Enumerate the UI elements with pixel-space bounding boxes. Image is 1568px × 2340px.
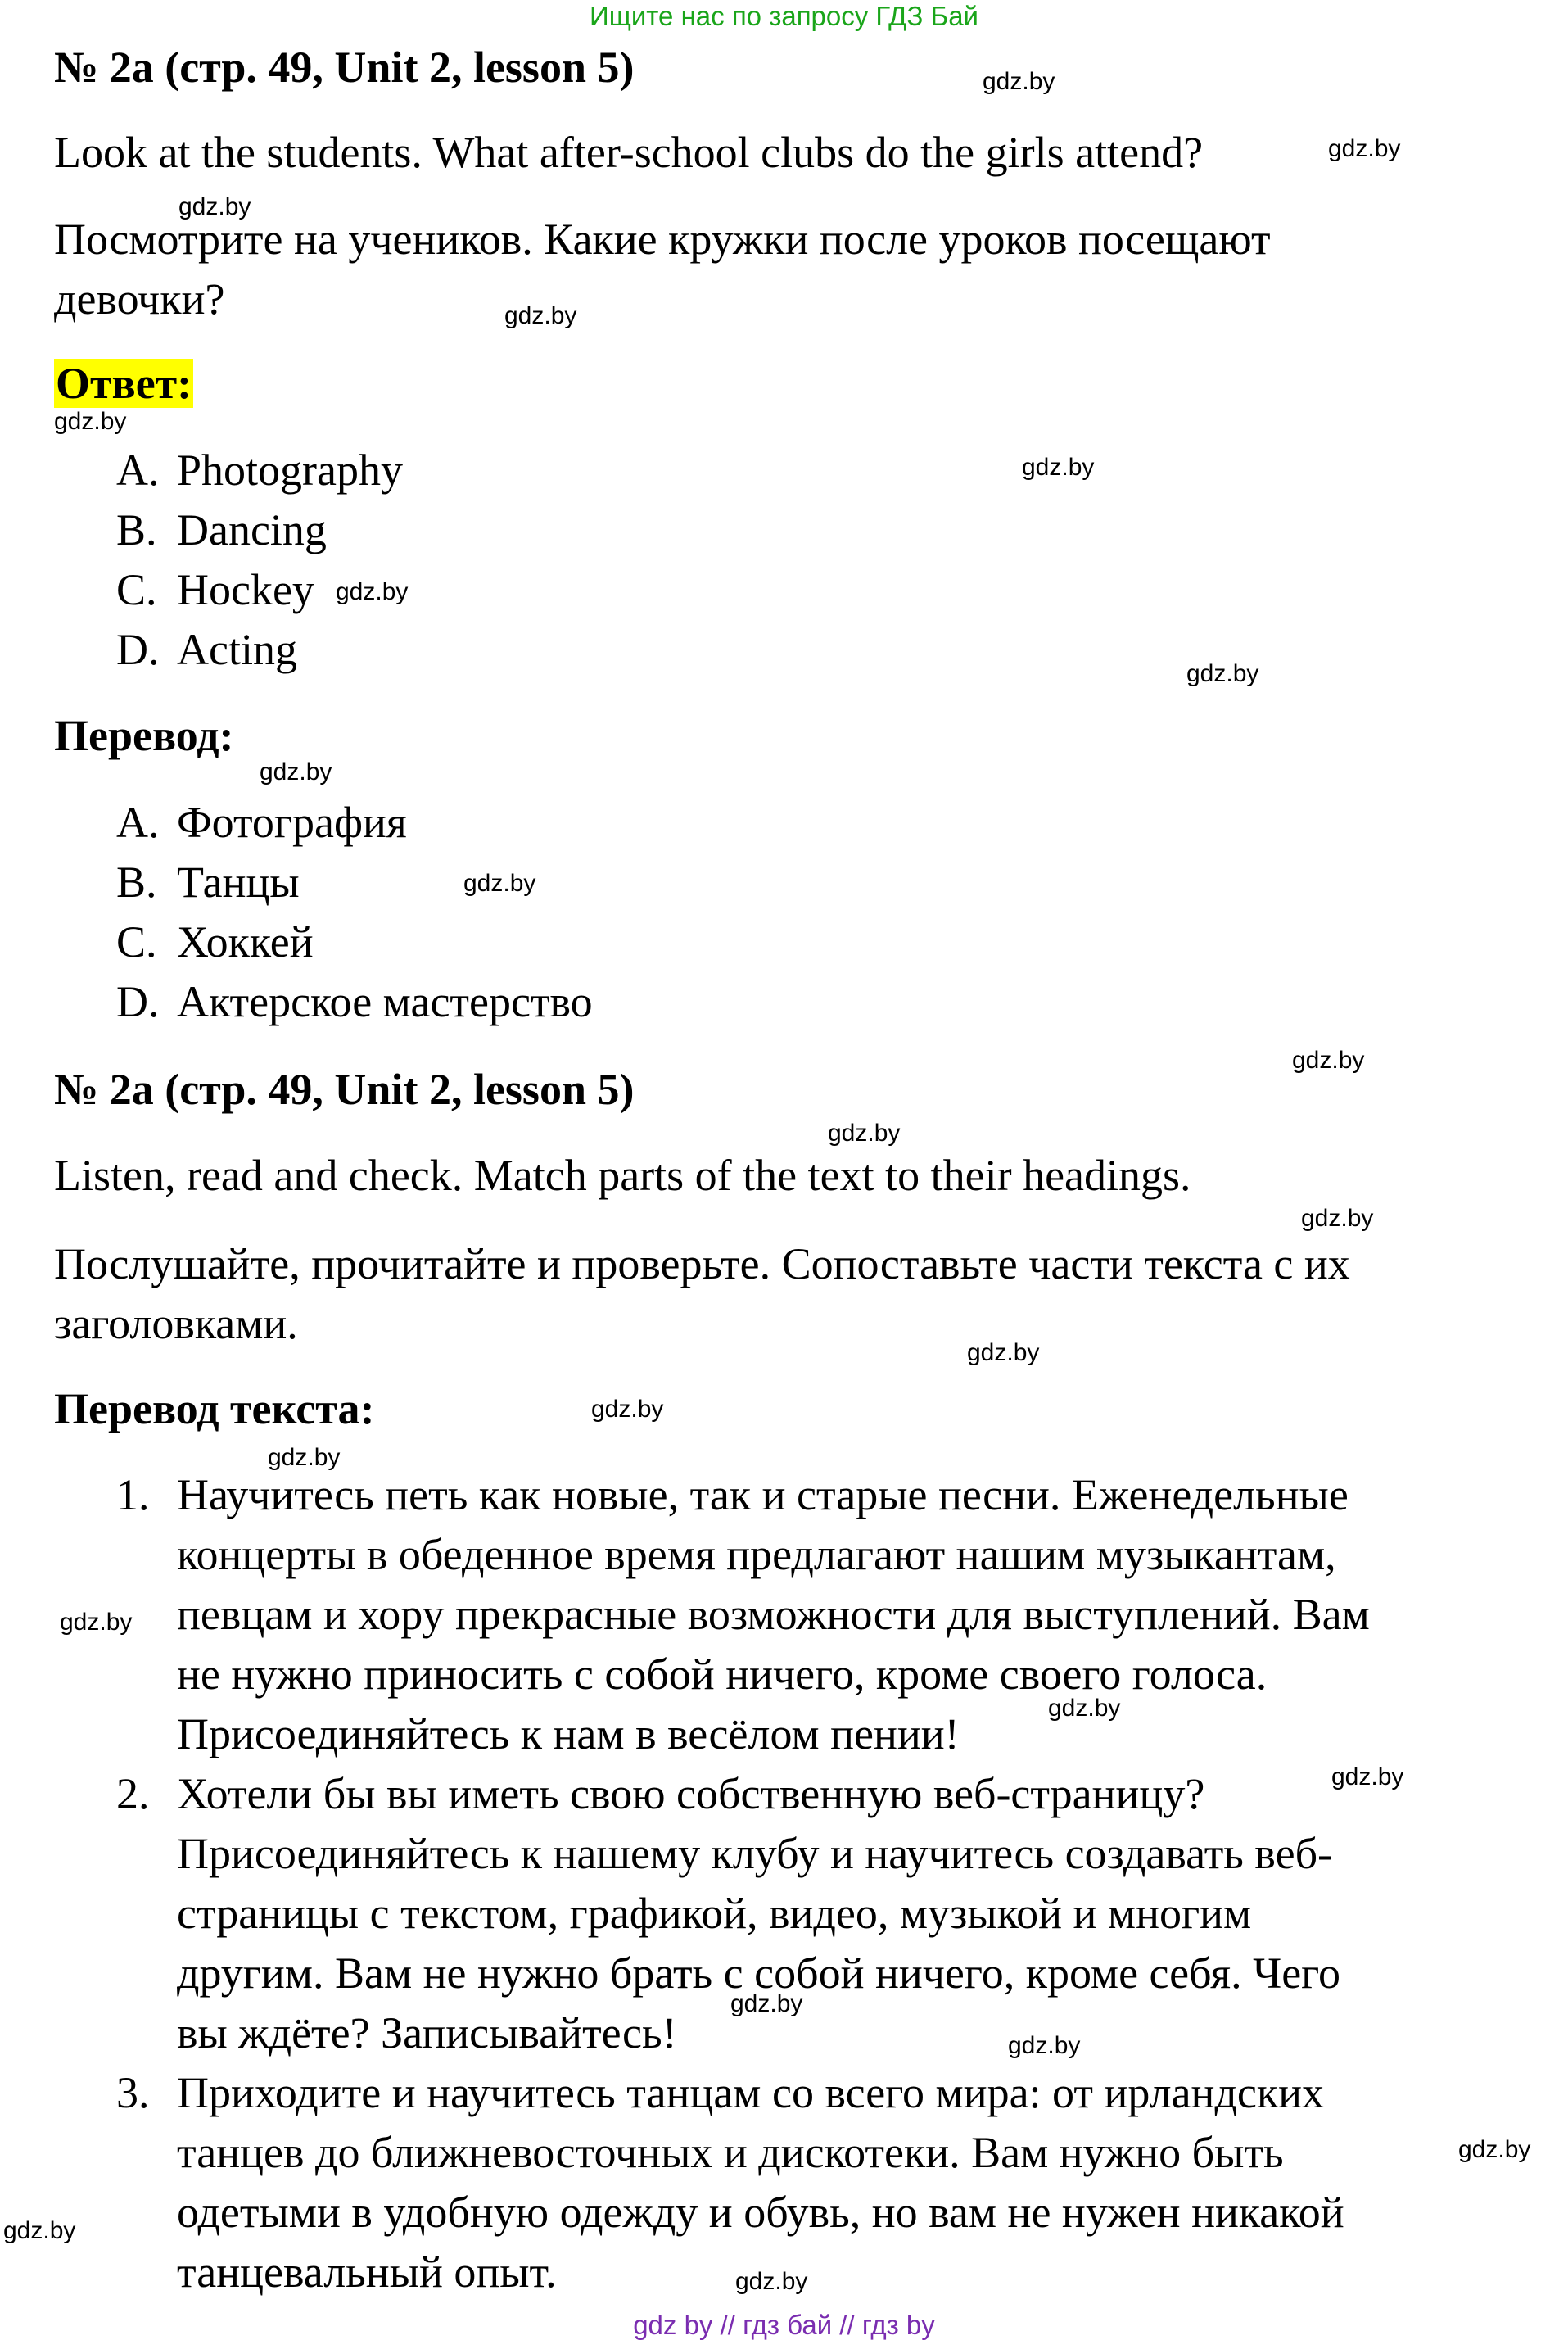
answer-marker: A. — [116, 446, 160, 495]
task2-heading: № 2a (стр. 49, Unit 2, lesson 5) — [54, 1065, 635, 1114]
item-number: 2. — [116, 1769, 150, 1818]
translation-text: Актерское мастерство — [177, 977, 593, 1026]
watermark: gdz.by — [1008, 2032, 1081, 2059]
watermark: gdz.by — [54, 408, 127, 435]
task1-question-en: Look at the students. What after-school clubs do the girls attend? — [54, 128, 1204, 177]
watermark: gdz.by — [735, 2268, 808, 2295]
answer-text: Hockey — [177, 565, 314, 614]
watermark: gdz.by — [1048, 1695, 1121, 1722]
translation-marker: C. — [116, 917, 157, 966]
watermark: gdz.by — [504, 302, 577, 329]
watermark: gdz.by — [260, 758, 332, 785]
item-line: не нужно приносить с собой ничего, кроме своего голоса. — [177, 1650, 1268, 1699]
task1-question-ru-line1: Посмотрите на учеников. Какие кружки после уроков посещают — [54, 215, 1271, 264]
watermark: gdz.by — [591, 1396, 664, 1423]
watermark: gdz.by — [1328, 135, 1401, 162]
answer-heading — [54, 357, 193, 410]
translation-heading: Перевод: — [54, 711, 234, 760]
task1-heading: № 2a (стр. 49, Unit 2, lesson 5) — [54, 43, 635, 92]
answer-marker: C. — [116, 565, 157, 614]
watermark: gdz.by — [268, 1444, 341, 1471]
item-line: певцам и хору прекрасные возможности для выступлений. Вам — [177, 1590, 1370, 1639]
answer-marker: D. — [116, 625, 160, 674]
item-number: 1. — [116, 1470, 150, 1519]
item-line: танцевальный опыт. — [177, 2247, 557, 2297]
task2-instruction-en: Listen, read and check. Match parts of the text to their headings. — [54, 1151, 1191, 1200]
watermark: gdz.by — [730, 1990, 803, 2017]
text-translation-heading: Перевод текста: — [54, 1384, 375, 1433]
item-line: Хотели бы вы иметь свою собственную веб-страницу? — [177, 1769, 1205, 1818]
item-number: 3. — [116, 2068, 150, 2117]
answer-label: Ответ: — [56, 359, 192, 408]
task2-instruction-ru-line2: заголовками. — [54, 1299, 298, 1348]
translation-marker: D. — [116, 977, 160, 1026]
watermark: gdz.by — [983, 68, 1055, 95]
watermark: gdz.by — [1331, 1763, 1404, 1790]
watermark: gdz.by — [1292, 1047, 1365, 1074]
item-line: Научитесь петь как новые, так и старые песни. Еженедельные — [177, 1470, 1349, 1519]
item-line: танцев до ближневосточных и дискотеки. Вам нужно быть — [177, 2128, 1284, 2177]
answer-text: Acting — [177, 625, 297, 674]
item-line: страницы с текстом, графикой, видео, музыкой и многим — [177, 1889, 1252, 1938]
translation-text: Хоккей — [177, 917, 314, 966]
footer-links: gdz by // гдз бай // гдз by — [633, 2310, 935, 2340]
item-line: вы ждёте? Записывайтесь! — [177, 2008, 677, 2057]
top-banner: Ищите нас по запросу ГДЗ Бай — [590, 1, 978, 31]
answer-text: Photography — [177, 446, 403, 495]
watermark: gdz.by — [828, 1120, 901, 1147]
translation-marker: B. — [116, 858, 157, 907]
watermark: gdz.by — [60, 1609, 133, 1636]
watermark: gdz.by — [1022, 454, 1095, 481]
watermark: gdz.by — [1301, 1205, 1374, 1232]
watermark: gdz.by — [178, 193, 251, 220]
item-line: концерты в обеденное время предлагают нашим музыкантам, — [177, 1530, 1336, 1579]
answer-marker: B. — [116, 505, 157, 554]
watermark: gdz.by — [1186, 660, 1259, 687]
watermark: gdz.by — [3, 2217, 76, 2244]
translation-text: Фотография — [177, 798, 407, 847]
watermark: gdz.by — [336, 578, 409, 605]
item-line: Присоединяйтесь к нам в весёлом пении! — [177, 1709, 960, 1758]
translation-marker: A. — [116, 798, 160, 847]
watermark: gdz.by — [463, 870, 536, 897]
task1-question-ru-line2: девочки? — [54, 274, 225, 324]
answer-text: Dancing — [177, 505, 327, 554]
item-line: другим. Вам не нужно брать с собой ничего, кроме себя. Чего — [177, 1948, 1340, 1998]
task2-instruction-ru-line1: Послушайте, прочитайте и проверьте. Сопоставьте части текста с их — [54, 1239, 1350, 1288]
translation-text: Танцы — [177, 858, 300, 907]
item-line: Присоединяйтесь к нашему клубу и научитесь создавать веб- — [177, 1829, 1333, 1878]
item-line: одетыми в удобную одежду и обувь, но вам не нужен никакой — [177, 2188, 1344, 2237]
watermark: gdz.by — [967, 1339, 1040, 1366]
watermark: gdz.by — [1458, 2136, 1531, 2163]
item-line: Приходите и научитесь танцам со всего мира: от ирландских — [177, 2068, 1325, 2117]
